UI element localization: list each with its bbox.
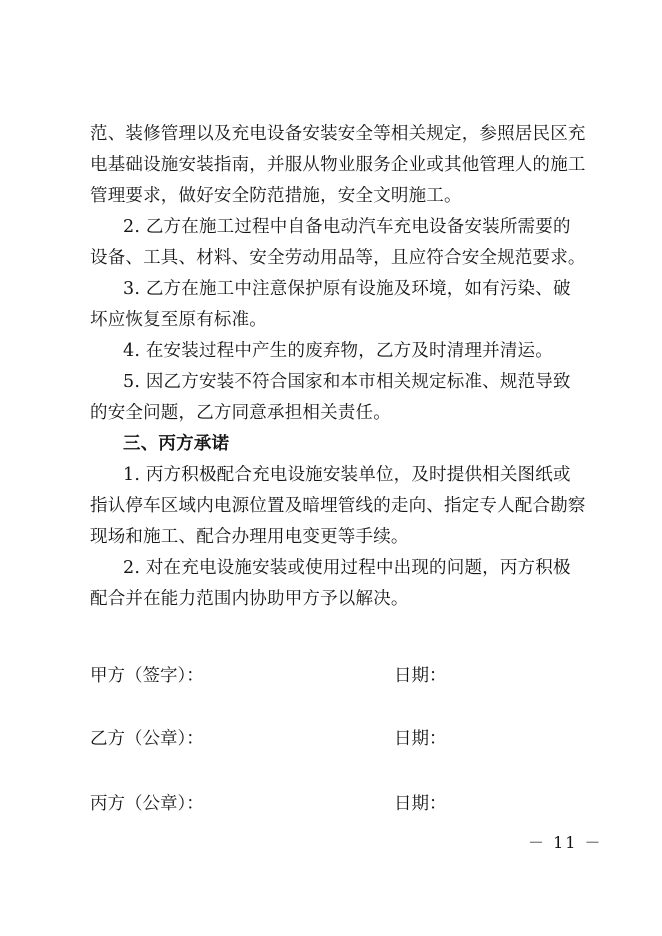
body-line: 范、装修管理以及充电设备安装安全等相关规定，参照居民区充	[90, 124, 586, 144]
section-heading: 三、丙方承诺	[123, 434, 230, 454]
body-line: 电基础设施安装指南，并服从物业服务企业或其他管理人的施工	[90, 155, 586, 175]
body-line: 现场和施工、配合办理用电变更等手续。	[90, 527, 409, 547]
party-a-date-label: 日期：	[394, 666, 447, 686]
item-4-line: 4. 在安装过程中产生的废弃物，乙方及时清理并清运。	[123, 341, 553, 361]
body-line: 坏应恢复至原有标准。	[90, 310, 267, 330]
party-c-seal-label: 丙方（公章）：	[90, 794, 204, 814]
party-b-seal-label: 乙方（公章）：	[90, 729, 204, 749]
party-b-date-label: 日期：	[394, 729, 447, 749]
item-2-line: 2. 乙方在施工过程中自备电动汽车充电设备安装所需要的	[123, 217, 571, 237]
item-1-line: 1. 丙方积极配合充电设施安装单位，及时提供相关图纸或	[123, 465, 571, 485]
body-line: 管理要求，做好安全防范措施，安全文明施工。	[90, 186, 462, 206]
item-2-line: 2. 对在充电设施安装或使用过程中出现的问题，丙方积极	[123, 558, 571, 578]
body-line: 设备、工具、材料、安全劳动用品等，且应符合安全规范要求。	[90, 248, 586, 268]
body-line: 配合并在能力范围内协助甲方予以解决。	[90, 589, 409, 609]
party-a-signature-label: 甲方（签字）：	[90, 666, 204, 686]
item-5-line: 5. 因乙方安装不符合国家和本市相关规定标准、规范导致	[123, 372, 571, 392]
item-3-line: 3. 乙方在施工中注意保护原有设施及环境，如有污染、破	[123, 279, 571, 299]
page-number: － 11 －	[528, 833, 603, 852]
body-line: 的安全问题，乙方同意承担相关责任。	[90, 403, 391, 423]
body-line: 指认停车区域内电源位置及暗埋管线的走向、指定专人配合勘察	[90, 496, 586, 516]
party-c-date-label: 日期：	[394, 794, 447, 814]
